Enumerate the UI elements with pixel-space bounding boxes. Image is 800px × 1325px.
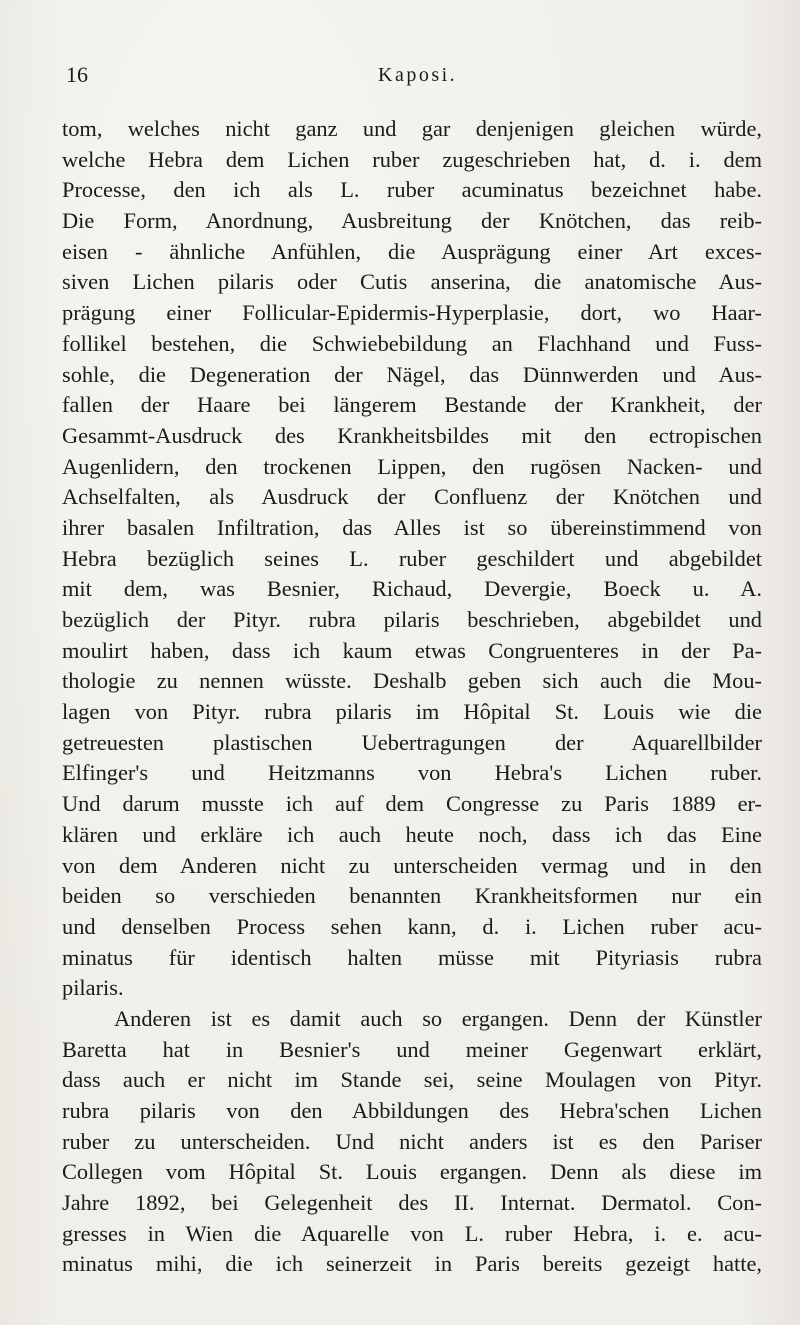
text-line: mit dem, was Besnier, Richaud, Devergie, Boeck u. A. (62, 576, 762, 602)
text-line: getreuesten plastischen Uebertragungen der Aquarellbilder (62, 729, 762, 755)
text-line: Hebra bezüglich seines L. ruber geschildert und abgebildet (62, 545, 762, 571)
text-line: gresses in Wien die Aquarelle von L. ruber Hebra, i. e. acu- (62, 1220, 762, 1246)
text-line: ruber zu unterscheiden. Und nicht anders ist es den Pariser (62, 1128, 762, 1154)
text-line: Elfinger's und Heitzmanns von Hebra's Lichen ruber. (62, 760, 762, 786)
text-line: von dem Anderen nicht zu unterscheiden vermag und in den (62, 852, 762, 878)
text-line: Collegen vom Hôpital St. Louis ergangen. Denn als diese im (62, 1159, 762, 1185)
text-line: Augenlidern, den trockenen Lippen, den rugösen Nacken- und (62, 453, 762, 479)
text-line: Baretta hat in Besnier's und meiner Gegenwart erklärt, (62, 1036, 762, 1062)
body-text (62, 114, 762, 1280)
text-line: prägung einer Follicular-Epidermis-Hyperplasie, dort, wo Haar- (62, 300, 762, 326)
text-line: follikel bestehen, die Schwiebebildung an Flachhand und Fuss- (62, 330, 762, 356)
page-number: 16 (66, 62, 88, 87)
text-line: minatus mihi, die ich seinerzeit in Paris bereits gezeigt hatte, (62, 1251, 762, 1277)
text-line: tom, welches nicht ganz und gar denjenigen gleichen würde, (62, 116, 762, 141)
text-line: und denselben Process sehen kann, d. i. Lichen ruber acu- (62, 913, 762, 939)
text-line: minatus für identisch halten müsse mit Pityriasis rubra (62, 944, 762, 970)
text-line: fallen der Haare bei längerem Bestande der Krankheit, der (62, 392, 762, 418)
text-line: bezüglich der Pityr. rubra pilaris beschrieben, abgebildet und (62, 607, 762, 632)
text-line: Achselfalten, als Ausdruck der Confluenz der Knötchen und (62, 484, 762, 510)
text-line: siven Lichen pilaris oder Cutis anserina, die anatomische Aus- (62, 269, 762, 295)
text-line: beiden so verschieden benannten Krankheitsformen nur ein (62, 883, 762, 909)
text-line: Processe, den ich als L. ruber acuminatus bezeichnet habe. (62, 177, 762, 203)
text-line: ihrer basalen Infiltration, das Alles ist so übereinstimmend von (62, 514, 762, 540)
text-line: eisen - ähnliche Anfühlen, die Ausprägung einer Art exces- (62, 238, 762, 264)
text-line: Anderen ist es damit auch so ergangen. Denn der Künstler (114, 1005, 762, 1031)
text-line: sohle, die Degeneration der Nägel, das Dünnwerden und Aus- (62, 361, 762, 387)
text-line: pilaris. (62, 975, 124, 1001)
text-line: Jahre 1892, bei Gelegenheit des II. Internat. Dermatol. Con- (62, 1190, 762, 1216)
text-line: moulirt haben, dass ich kaum etwas Congruenteres in der Pa- (62, 637, 762, 663)
page-header (66, 58, 756, 92)
text-line: Und darum musste ich auf dem Congresse zu Paris 1889 er- (62, 791, 762, 817)
text-line: rubra pilaris von den Abbildungen des Hebra'schen Lichen (62, 1098, 762, 1123)
text-line: thologie zu nennen wüsste. Deshalb geben sich auch die Mou- (62, 668, 762, 694)
text-line: Die Form, Anordnung, Ausbreitung der Knötchen, das reib- (62, 208, 762, 234)
text-line: welche Hebra dem Lichen ruber zugeschrieben hat, d. i. dem (62, 146, 762, 172)
text-line: klären und erkläre ich auch heute noch, dass ich das Eine (62, 821, 762, 847)
text-line: Gesammt-Ausdruck des Krankheitsbildes mit den ectropischen (62, 422, 762, 448)
running-head: Kaposi. (378, 64, 458, 86)
text-line: dass auch er nicht im Stande sei, seine Moulagen von Pityr. (62, 1067, 762, 1093)
text-line: lagen von Pityr. rubra pilaris im Hôpital St. Louis wie die (62, 699, 762, 725)
